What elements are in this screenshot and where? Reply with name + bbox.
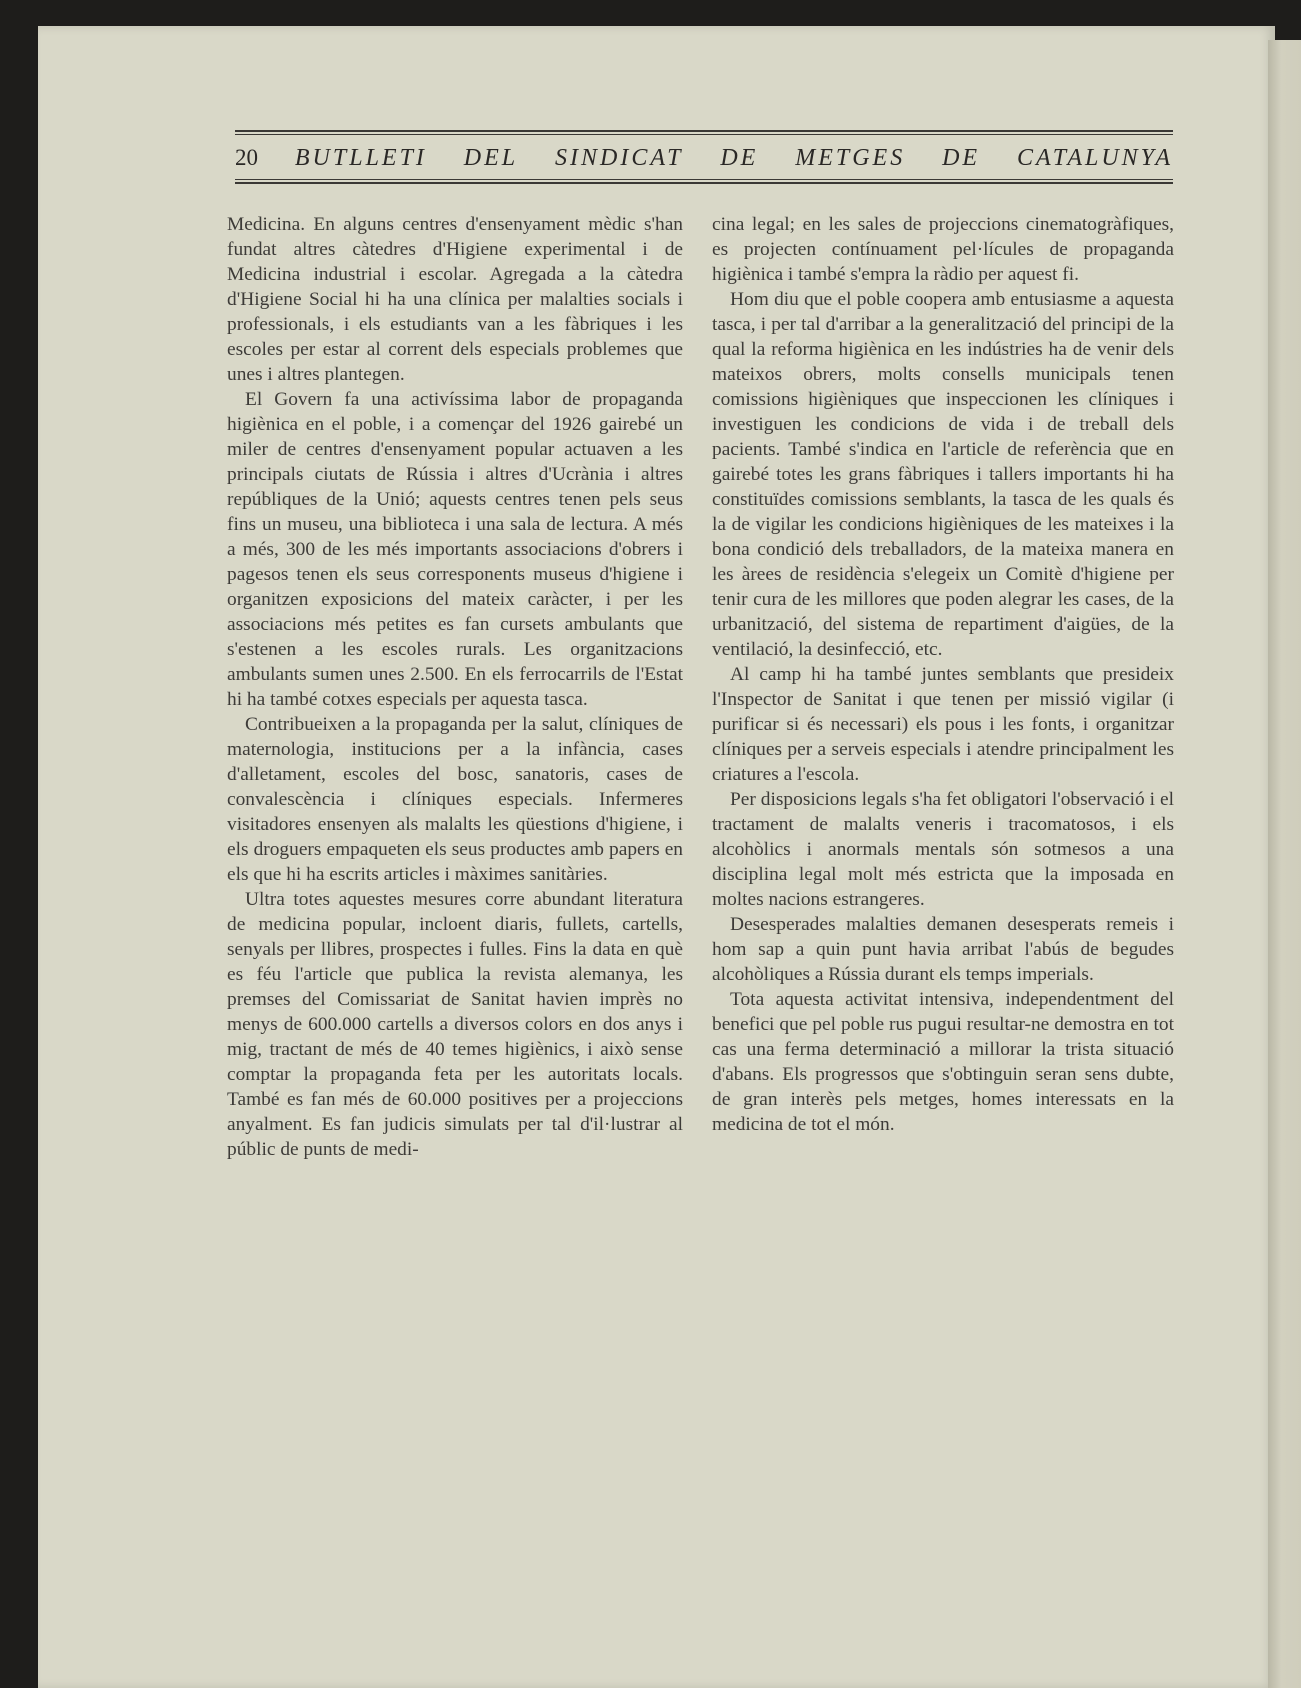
- paragraph: cina legal; en les sales de projeccions cinematogràfiques, es projecten contínuament pel·lícules de propaganda higiènica i també s'empra la ràdio per aquest fi.: [712, 214, 1174, 285]
- running-head-word: SINDICAT: [555, 144, 684, 171]
- header-rule-bottom-thin: [235, 179, 1173, 180]
- paragraph: Medicina. En alguns centres d'ensenyament mèdic s'han fundat altres càtedres d'Higiene experimental i de Medicina industrial i escolar. Agregada a la càtedra d'Higiene Social hi ha una clínica per malalties socials i professionals, i els estudiants van a les fàbriques i les escoles per estar al corrent dels especials problemes que unes i altres plantegen.: [227, 214, 683, 385]
- header-rule-top: [235, 130, 1173, 132]
- paragraph: El Govern fa una activíssima labor de propaganda higiènica en el poble, i a començar del 1926 gairebé un miler de centres d'ensenyament popular actuaven a les principals ciutats de Rússia i altres d'Ucrània i altres repúbliques de la Unió; aquests centres tenen pels seus fins un museu, una biblioteca i una sala de lectura. A més a més, 300 de les més importants associacions d'obrers i pagesos tenen els seus corresponents museus d'higiene i organitzen exposicions del mateix caràcter, i per les associacions més petites es fan cursets ambulants que s'estenen a les escoles rurals. Les organitzacions ambulants sumen unes 2.500. En els ferrocarrils de l'Estat hi ha també cotxes especials per aquesta tasca.: [227, 389, 683, 710]
- running-head-word: BUTLLETI: [294, 144, 427, 171]
- running-head-word: DE: [720, 144, 759, 171]
- page-edge: [1268, 40, 1301, 1688]
- running-head-word: METGES: [795, 144, 906, 171]
- header-rule-top-thin: [235, 134, 1173, 135]
- page-number: 20: [235, 145, 258, 170]
- paragraph: Desesperades malalties demanen desesperats remeis i hom sap a quin punt havia arribat l'abús de begudes alcohòliques a Rússia durant els temps imperials.: [712, 914, 1174, 985]
- paragraph: Al camp hi ha també juntes semblants que presideix l'Inspector de Sanitat i que tenen per missió vigilar (i purificar si és necessari) els pous i les fonts, i organitzar clíniques per a serveis especials i atendre principalment les criatures a l'escola.: [712, 664, 1174, 785]
- header-rule-bottom: [235, 182, 1173, 184]
- paragraph: Tota aquesta activitat intensiva, independentment del benefici que pel poble rus pugui resultar-ne demostra en tot cas una ferma determinació a millorar la trista situació d'abans. Els progressos que s'obtinguin seran sens dubte, de gran interès pels metges, homes interessats en la medicina de tot el món.: [712, 989, 1174, 1135]
- running-head-word: CATALUNYA: [1016, 144, 1173, 171]
- running-head-word: DE: [942, 144, 981, 171]
- paragraph: Hom diu que el poble coopera amb entusiasme a aquesta tasca, i per tal d'arribar a la generalització del principi de la qual la reforma higiènica en les indústries ha de venir dels mateixos obrers, molts consells municipals tenen comissions higièniques que inspeccionen les clíniques i investiguen les condicions de vida i de treball dels pacients. També s'indica en l'article de referència que en gairebé totes les grans fàbriques i tallers importants hi ha constituïdes comissions semblants, la tasca de les quals és la de vigilar les condicions higièniques de les mateixes i la bona condició dels treballadors, de la mateixa manera en les àrees de residència s'elegeix un Comitè d'higiene per tenir cura de les millores que poden alegrar les cases, de la urbanització, del sistema de repartiment d'aigües, de la ventilació, la desinfecció, etc.: [712, 289, 1174, 660]
- left-column: [227, 212, 683, 1162]
- paragraph: Ultra totes aquestes mesures corre abundant literatura de medicina popular, incloent diaris, fullets, cartells, senyals per llibres, prospectes i fulles. Fins la data en què es féu l'article que publica la revista alemanya, les premses del Comissariat de Sanitat havien imprès no menys de 600.000 cartells a diversos colors en dos anys i mig, tractant de més de 40 temes higiènics, i això sense comptar la propaganda feta per les autoritats locals. També es fan més de 60.000 positives per a projeccions anyalment. Es fan judicis simulats per tal d'il·lustrar al públic de punts de medi-: [227, 889, 683, 1160]
- running-head: [235, 140, 1173, 176]
- right-column: [712, 212, 1174, 1137]
- paragraph: Per disposicions legals s'ha fet obligatori l'observació i el tractament de malalts veneris i tracomatosos, i els alcohòlics i anormals mentals són sotmesos a una disciplina legal molt més estricta que la imposada en moltes nacions estrangeres.: [712, 789, 1174, 910]
- running-head-word: DEL: [463, 144, 519, 171]
- paragraph: Contribueixen a la propaganda per la salut, clíniques de maternologia, institucions per a la infància, cases d'alletament, escoles del bosc, sanatoris, cases de convalescència i clíniques especials. Infermeres visitadores ensenyen als malalts les qüestions d'higiene, i els droguers empaqueten els seus productes amb papers en els que hi ha escrits articles i màximes sanitàries.: [227, 714, 683, 885]
